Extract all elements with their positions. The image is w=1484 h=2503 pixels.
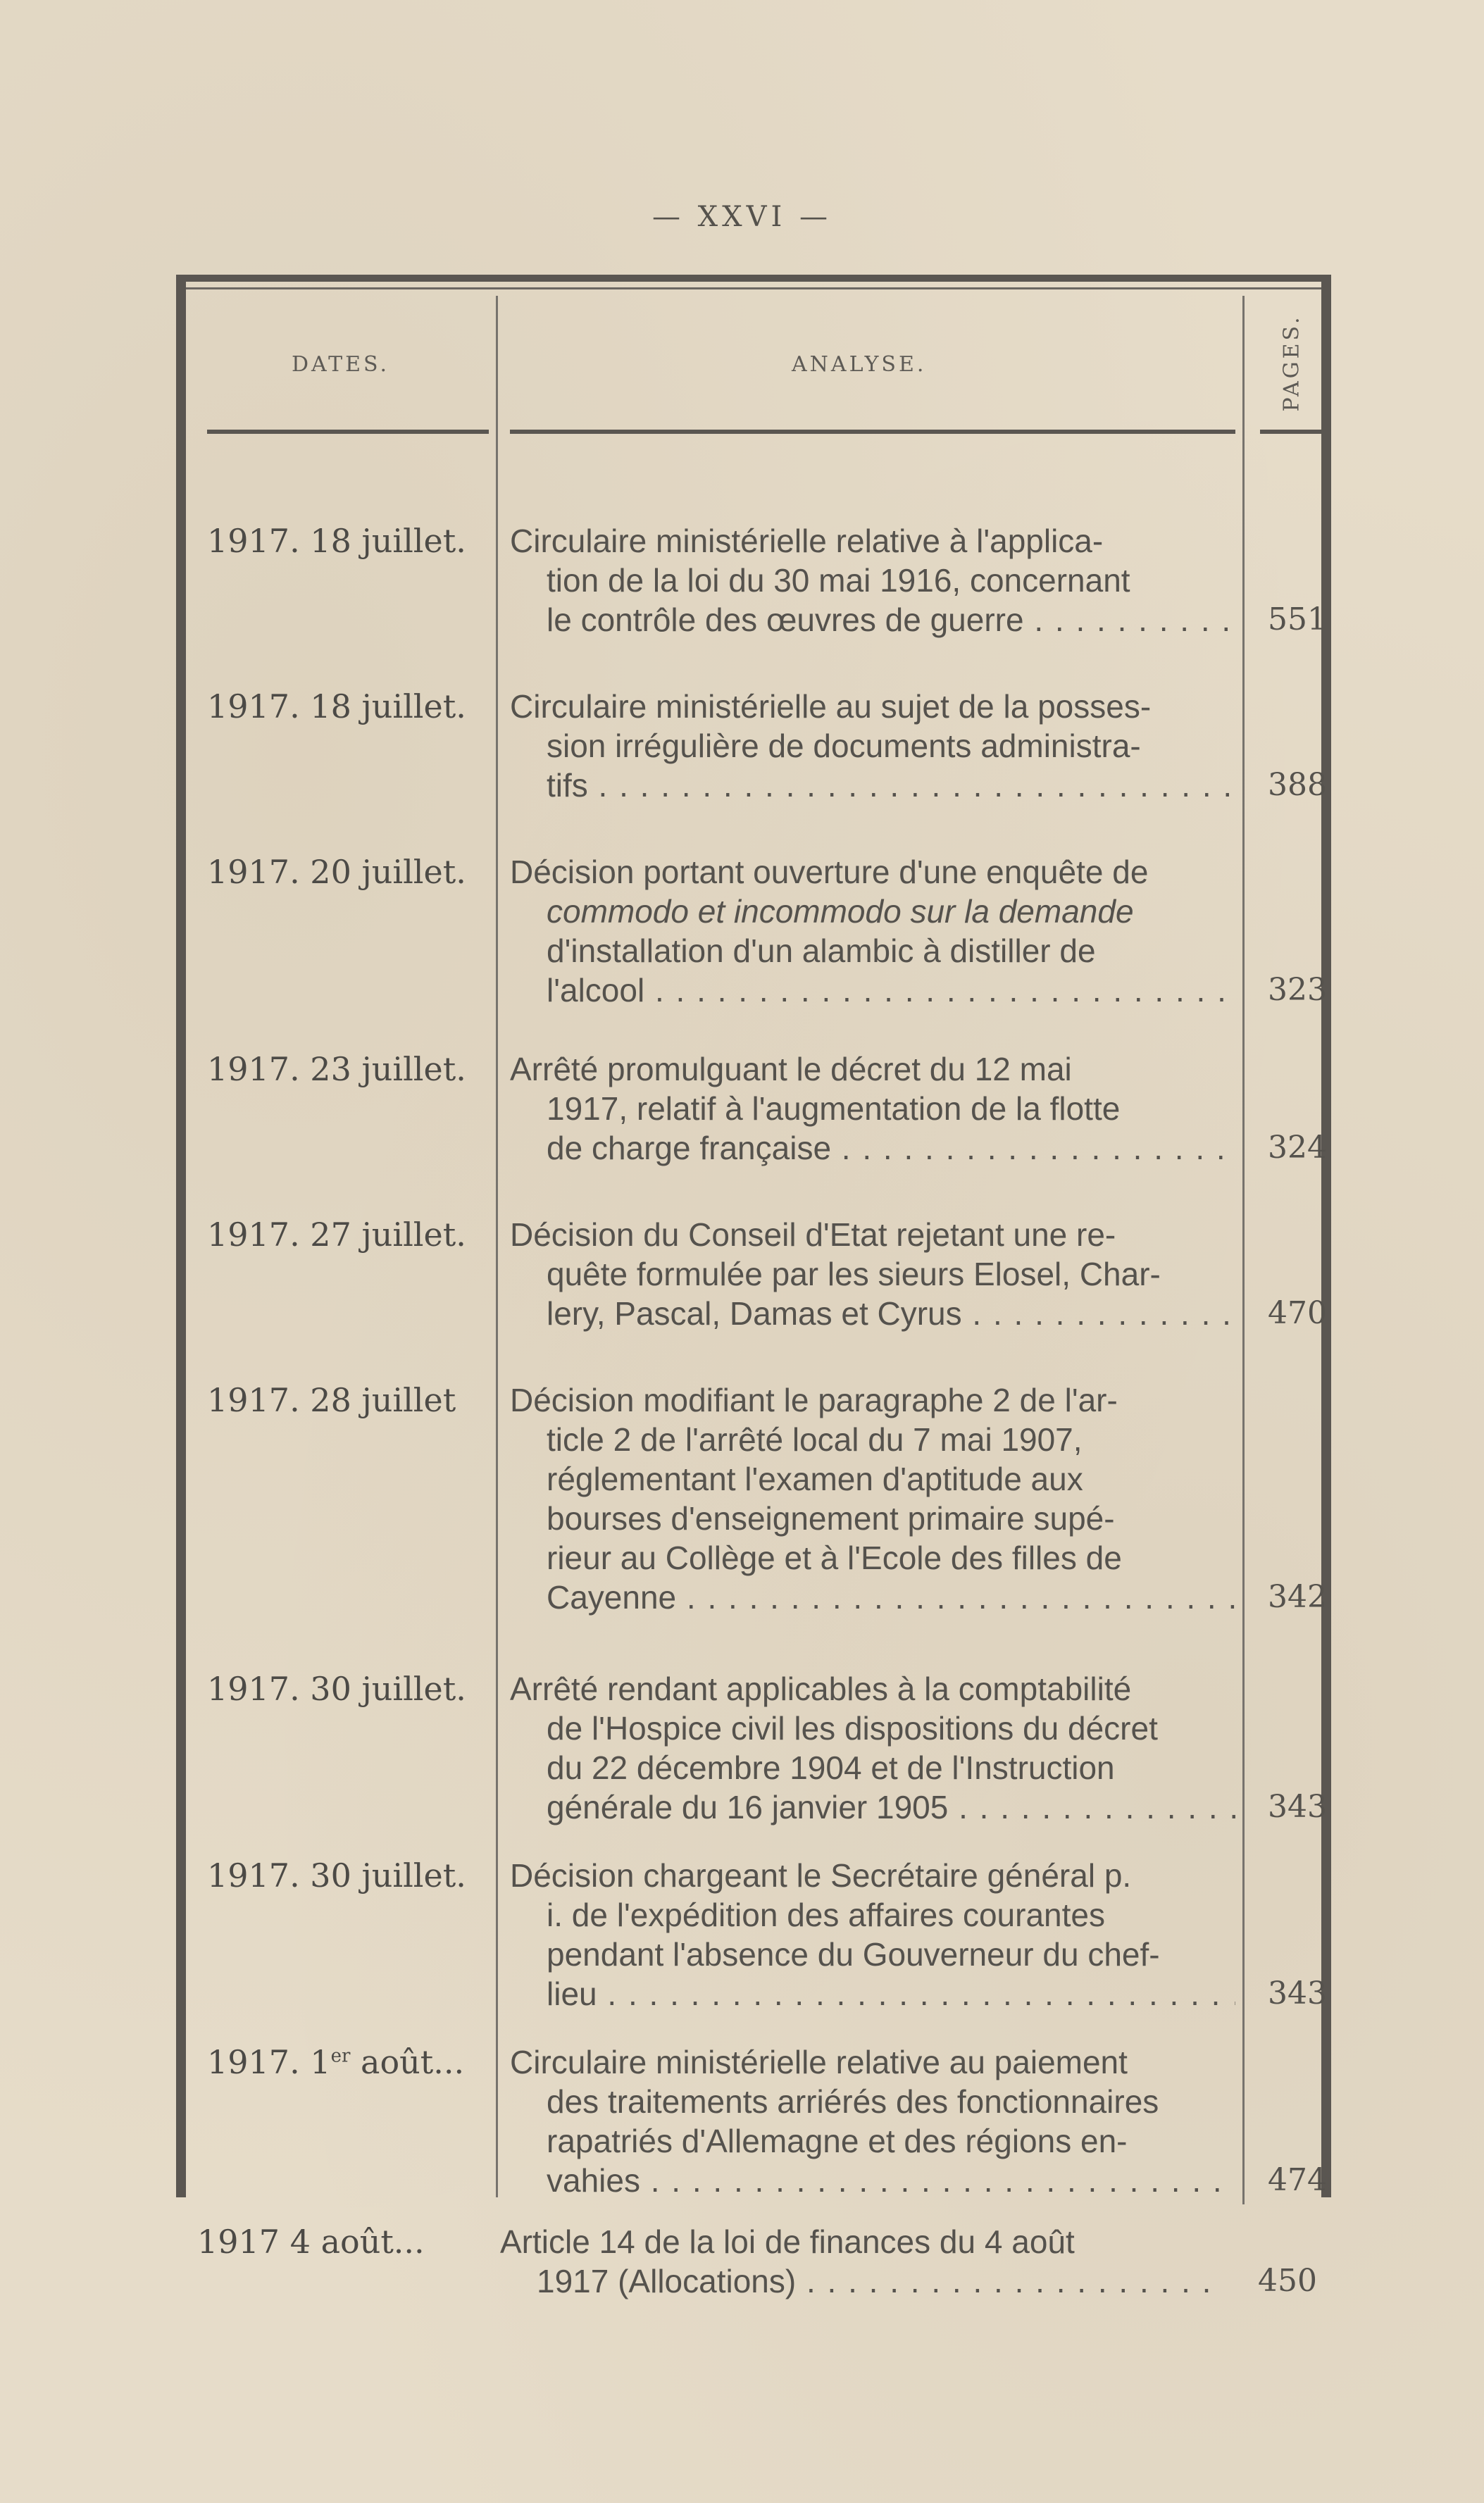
analysis-line: Arrêté rendant applicables à la comptabilité	[510, 1671, 1132, 1707]
analysis-line: sion irrégulière de documents administra-	[547, 728, 1141, 764]
entry-page: 343	[1268, 1975, 1327, 2011]
entry-page: 343	[1268, 1789, 1327, 1825]
entry-page: 324	[1268, 1130, 1327, 1166]
entry-analysis	[510, 687, 1235, 805]
entry-date: 1917. 18 juillet.	[207, 522, 466, 560]
analysis-line: Décision modifiant le paragraphe 2 de l'ar-	[510, 1382, 1118, 1418]
page-number-header: — XXVI —	[651, 201, 833, 233]
analysis-line: du 22 décembre 1904 et de l'Instruction	[547, 1749, 1115, 1786]
entry-analysis	[510, 1380, 1235, 1617]
column-header-analyse: ANALYSE.	[792, 352, 927, 377]
analysis-line: des traitements arriérés des fonctionnaires	[547, 2083, 1159, 2120]
analysis-line: rieur au Collège et à l'Ecole des filles de	[547, 1540, 1122, 1576]
entry-date: 1917. 30 juillet.	[207, 1856, 466, 1895]
entry-analysis	[510, 1215, 1235, 1333]
entry-date: 1917. 27 juillet.	[207, 1216, 466, 1254]
analysis-line: tifs . . .	[510, 766, 1235, 805]
entry-page: 474	[1268, 2162, 1327, 2198]
analysis-line: i. de l'expédition des affaires courantes	[547, 1897, 1105, 1933]
analysis-line: bourses d'enseignement primaire supé-	[547, 1500, 1115, 1537]
analysis-line: vahies . . .	[510, 2161, 1235, 2200]
entry-date: 1917. 30 juillet.	[207, 1670, 466, 1708]
analysis-line: Décision du Conseil d'Etat rejetant une re-	[510, 1216, 1116, 1253]
analysis-line: lieu . . .	[510, 1974, 1235, 2014]
analysis-line: quête formulée par les sieurs Elosel, Char-	[547, 1256, 1161, 1292]
entry-page: 470	[1268, 1295, 1327, 1331]
analysis-line: Arrêté promulguant le décret du 12 mai	[510, 1051, 1072, 1087]
header-rule-dates	[207, 430, 489, 434]
entry-analysis	[510, 1049, 1235, 1168]
table-frame	[176, 275, 1331, 2197]
entry-date: 1917. 1er août...	[207, 2043, 465, 2081]
analysis-line: générale du 16 janvier 1905 . . .	[510, 1787, 1235, 1827]
entry-page: 388	[1268, 767, 1327, 803]
analysis-line: l'alcool . . .	[510, 970, 1235, 1010]
entry-analysis	[500, 2222, 1226, 2301]
entry-page: 551	[1268, 601, 1327, 637]
header-rule-analyse	[510, 430, 1235, 434]
analysis-line: lery, Pascal, Damas et Cyrus . . .	[510, 1294, 1235, 1333]
entry-page: 342	[1268, 1579, 1327, 1615]
column-header-dates: DATES.	[292, 352, 390, 377]
analysis-line: 1917 (Allocations) . . .	[500, 2261, 1226, 2301]
analysis-line: de charge française . . .	[510, 1128, 1235, 1168]
analysis-line: Circulaire ministérielle relative au paiement	[510, 2044, 1128, 2080]
entry-analysis	[510, 1856, 1235, 2014]
analysis-line: commodo et incommodo sur la demande	[547, 893, 1134, 930]
header-rule-pages	[1260, 430, 1323, 434]
entry-date: 1917. 18 juillet.	[207, 687, 466, 725]
entry-date: 1917. 23 juillet.	[207, 1050, 466, 1088]
entry-date: 1917. 20 juillet.	[207, 853, 466, 891]
analysis-line: pendant l'absence du Gouverneur du chef-	[547, 1936, 1160, 1973]
entry-analysis	[510, 1669, 1235, 1827]
column-rule-analyse	[1242, 296, 1245, 2204]
analysis-line: le contrôle des œuvres de guerre . . .	[510, 600, 1235, 639]
analysis-line: ticle 2 de l'arrêté local du 7 mai 1907,	[547, 1421, 1083, 1458]
entry-analysis	[510, 852, 1235, 1010]
analysis-line: Décision portant ouverture d'une enquête de	[510, 854, 1149, 890]
analysis-line: Circulaire ministérielle au sujet de la posses-	[510, 688, 1152, 725]
entry-date: 1917 4 août...	[197, 2223, 425, 2261]
analysis-line: Cayenne . . .	[510, 1578, 1235, 1617]
analysis-line: de l'Hospice civil les dispositions du décret	[547, 1710, 1158, 1747]
entry-date: 1917. 28 juillet	[207, 1381, 456, 1419]
analysis-line: d'installation d'un alambic à distiller de	[547, 932, 1096, 969]
entry-page: 450	[1258, 2263, 1317, 2299]
analysis-line: Décision chargeant le Secrétaire général p.	[510, 1857, 1132, 1894]
analysis-line: 1917, relatif à l'augmentation de la flotte	[547, 1090, 1121, 1127]
analysis-line: réglementant l'examen d'aptitude aux	[547, 1461, 1083, 1497]
entry-analysis	[510, 521, 1235, 639]
entry-page: 323	[1268, 972, 1327, 1008]
entry-analysis	[510, 2042, 1235, 2200]
analysis-line: tion de la loi du 30 mai 1916, concernant	[547, 562, 1130, 599]
analysis-line: Article 14 de la loi de finances du 4 août	[500, 2223, 1075, 2260]
analysis-line: Circulaire ministérielle relative à l'applica-	[510, 523, 1104, 559]
analysis-line: rapatriés d'Allemagne et des régions en-	[547, 2123, 1128, 2159]
column-rule-dates	[496, 296, 498, 2197]
column-header-pages: PAGES.	[1279, 314, 1304, 411]
top-double-rule	[186, 287, 1321, 289]
